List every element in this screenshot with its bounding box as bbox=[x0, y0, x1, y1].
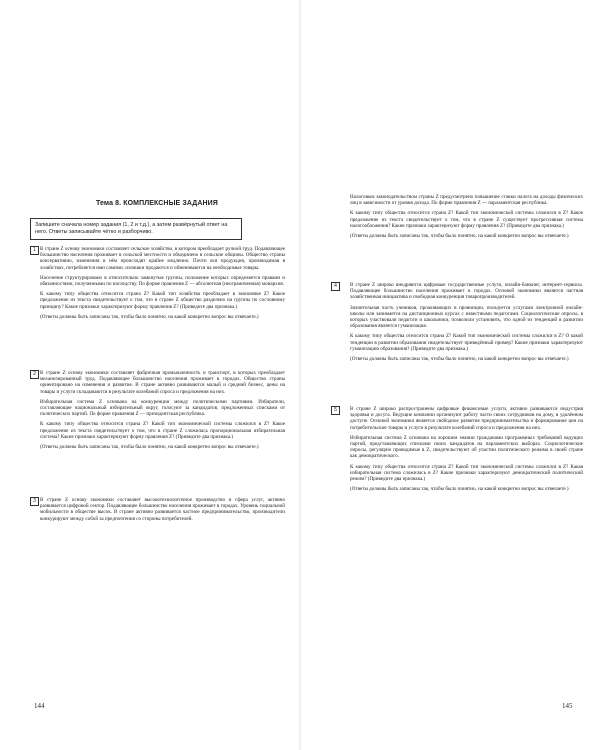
task-number: 3 bbox=[30, 497, 39, 506]
task-number: 4 bbox=[331, 282, 340, 291]
task-number: 1 bbox=[30, 246, 39, 255]
task-text bbox=[350, 194, 583, 239]
paragraph: Избирательная система Z основана на хорошем знании гражданами программных требований ведущих партий, представляющих списками своих кандидатов на парламентских выборах. Социологические опросы, регулярно проводимые в Z, свидетельствуют об участии политического режима в своей стране как демократического. bbox=[350, 434, 583, 460]
instruction-box: Запишите сначала номер задания (1, 2 и т.д.), а затем развёрнутый ответ на него. Ответы записывайте чётко и разборчиво. bbox=[30, 218, 242, 240]
paragraph: К какому типу общества относится страна Z? Какой тип экономической системы сложился в Z? Какое предложение из текста свидетельствует о том, что в стране Z сложилась пропорциональная избирательная система? Какие признаки характеризуют форму правления Z? (Приведите два признака.) bbox=[40, 421, 285, 440]
right-page bbox=[300, 0, 600, 750]
paragraph: (Ответы должны быть записаны так, чтобы было понятно, на какой конкретно вопрос вы отвечаете.) bbox=[350, 486, 569, 493]
task-3 bbox=[33, 497, 285, 526]
task-text bbox=[350, 406, 583, 492]
paragraph: К какому типу общества относится страна Z? Какой тип хозяйства преобладает в экономике Z? Какое предложение из текста свидетельствует о том, что в стране Z общество разделено на группы по сословному принципу? Какие признаки характеризуют форму правления Z? (Приведите два признака.) bbox=[40, 291, 285, 310]
task-1 bbox=[33, 246, 285, 324]
task-text bbox=[40, 497, 285, 522]
task-3-continuation bbox=[350, 194, 583, 243]
paragraph: Значительная часть учеников, проживающих в провинции, пользуется услугами электронной онлайн-школы или занимается на дистанционных курсах с известными педагогами. Социологические опросы, в которых участвовали педагоги и школьники, позволили установить, что одной из тенденций в развитии образования является гуманизация. bbox=[350, 304, 583, 330]
paragraph: В стране Z широко внедряются цифровые государственные услуги, онлайн-банкинг, интернет-сервисы. Подавляющее большинство населения проживает в городах. Основой экономики является частная хозяйственная инициатива и свободная конкуренция товаропроизводителей. bbox=[350, 282, 583, 301]
paragraph: (Ответы должны быть записаны так, чтобы было понятно, на какой конкретно вопрос вы отвечаете.) bbox=[350, 233, 569, 240]
task-4 bbox=[334, 282, 583, 366]
paragraph: К какому типу общества относится страна Z? Какой тип экономической системы сложился в Z? Какое предложение из текста свидетельствует о том, что в стране Z существует прогрессивная система налогообложения? Какие признаки характеризуют форму правления Z? (Приведите два признака.) bbox=[350, 210, 583, 229]
paragraph: Налоговым законодательством страны Z предусмотрено повышение ставки налога на доходы физических лиц в зависимости от уровня дохода. По форме правления Z — парламентская республика. bbox=[350, 194, 583, 207]
paragraph: Население структурировано в относительно замкнутые группы, положение которых определяется правами и обязанностями, полученными по наследству. По форме правления Z — абсолютная (неограниченная) монархия. bbox=[40, 274, 285, 288]
page-number: 144 bbox=[34, 702, 45, 710]
paragraph: В стране Z основу экономики составляет сельское хозяйство, в котором преобладает ручной труд. Подавляющее большинство населения проживает в сельской местности и объединено в сельские общины. Общество страны консервативно, изменения в нём происходят крайне медленно. Почти вся продукция, производимая в хозяйствах, потребляется ими самими, излишки продаются и обмениваются на необходимые товары. bbox=[40, 246, 285, 271]
task-2 bbox=[33, 370, 285, 454]
paragraph: В стране Z основу экономики составляет фабричная промышленность и транспорт, в которых преобладает механизированный труд. Подавляющее большинство населения проживает в городах. Общество страны ориентировано на изменения и развитие. В стране активно развиваются малый и средний бизнес, цены на товары и услуги складываются в результате колебаний спроса и предложения на них. bbox=[40, 370, 285, 395]
paragraph: (Ответы должны быть записаны так, чтобы было понятно, на какой конкретно вопрос вы отвечаете.) bbox=[40, 313, 259, 320]
task-text bbox=[350, 282, 583, 362]
task-text bbox=[40, 370, 285, 450]
paragraph: Избирательная система Z основана на конкуренции между политическими партиями. Избиратели, составляющие национальный избирательный округ, голосуют за кандидатов, предложенных списками от политических партий. По форме правления Z — президентская республика. bbox=[40, 398, 285, 418]
task-text bbox=[40, 246, 285, 320]
page-number: 145 bbox=[562, 702, 573, 710]
task-number: 5 bbox=[331, 406, 340, 415]
paragraph: (Ответы должны быть записаны так, чтобы было понятно, на какой конкретно вопрос вы отвечаете.) bbox=[40, 444, 259, 451]
paragraph: В стране Z широко распространены цифровые финансовые услуги, активно развиваются индустрия здоровья и досуга. Ведущие компании организуют работу части своих сотрудников на дому, в удалённом доступе. Основой экономики является свободное развитие предпринимательства и формирование цен на потребительские товары и услуги в результате колебаний спроса и предложения на них. bbox=[350, 406, 583, 431]
page-title: Тема 8. КОМПЛЕКСНЫЕ ЗАДАНИЯ bbox=[96, 200, 218, 207]
paragraph: (Ответы должны быть записаны так, чтобы было понятно, на какой конкретно вопрос вы отвечаете.) bbox=[350, 356, 569, 363]
paragraph: В стране Z основу экономики составляет высокотехнологичное производство и сфера услуг, активно развивается цифровой сектор. Подавляющее большинство населения проживает в городах. Уровень социальной мобильности в обществе высок. В стране активно развивается частное предпринимательство, производители конкурируют между собой за предпочтения со стороны потребителей. bbox=[40, 497, 285, 522]
task-number: 2 bbox=[30, 370, 39, 379]
paragraph: К какому типу общества относится страна Z? Какой тип экономической системы сложился в Z? Какая избирательная система сложилась в Z? Какие признаки характеризуют демократический политический режим? (Приведите два признака.) bbox=[350, 463, 583, 483]
paragraph: К какому типу общества относится страна Z? Какой тип экономической системы сложился в Z? О какой тенденции в развитии образования свидетельствует приведённый пример? Какие признаки характеризуют гуманизацию образования? (Приведите два признака.) bbox=[350, 333, 583, 352]
task-5 bbox=[334, 406, 583, 496]
